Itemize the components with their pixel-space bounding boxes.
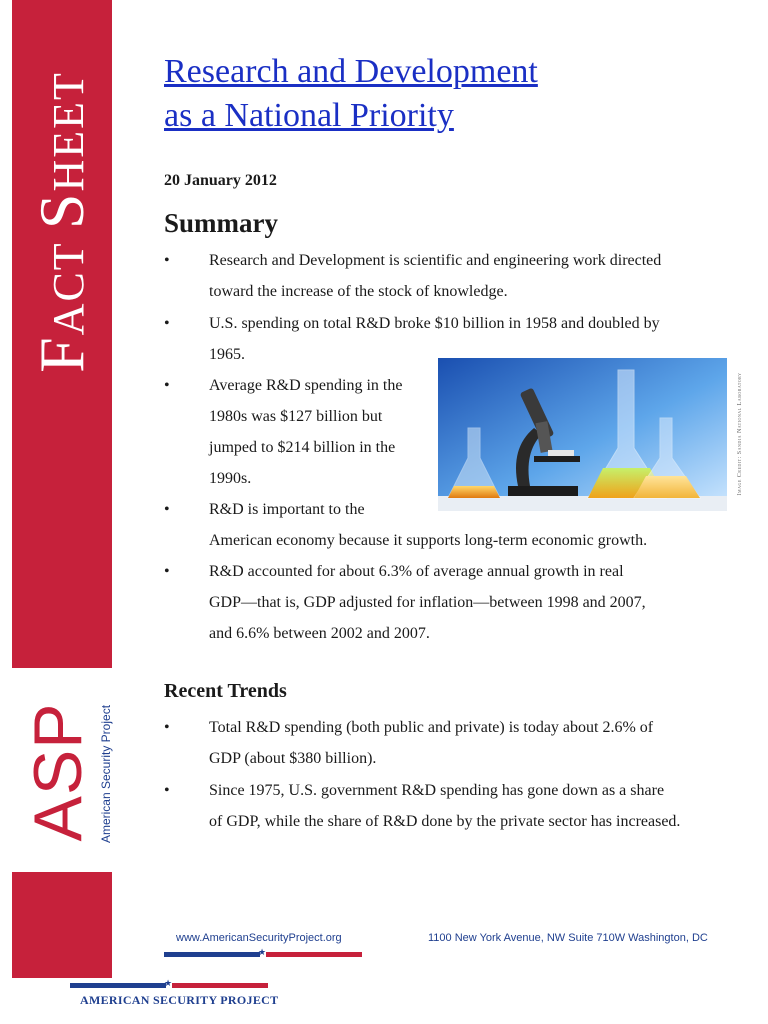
stripe-blue bbox=[70, 983, 166, 988]
trend-line: of GDP, while the share of R&D done by the private sector has increased. bbox=[209, 813, 681, 830]
summary-line: jumped to $214 billion in the bbox=[209, 439, 396, 456]
summary-line: toward the increase of the stock of knowledge. bbox=[209, 283, 508, 300]
summary-line: R&D is important to the bbox=[209, 501, 365, 518]
star-icon: ★ bbox=[258, 947, 267, 957]
stripe-blue bbox=[164, 952, 260, 957]
page-title[interactable] bbox=[164, 50, 538, 138]
summary-line: American economy because it supports long-term economic growth. bbox=[209, 532, 648, 549]
bullet-marker: • bbox=[164, 252, 170, 269]
trend-line: Since 1975, U.S. government R&D spending has gone down as a share bbox=[209, 782, 665, 799]
summary-line: Research and Development is scientific and engineering work directed bbox=[209, 252, 662, 269]
organization-name: AMERICAN SECURITY PROJECT bbox=[80, 993, 279, 1007]
summary-line: and 6.6% between 2002 and 2007. bbox=[209, 625, 430, 642]
asp-logo: ASP bbox=[20, 702, 96, 842]
publication-date: 20 January 2012 bbox=[164, 172, 277, 189]
summary-line: 1965. bbox=[209, 346, 245, 363]
bullet-marker: • bbox=[164, 782, 170, 799]
title-line-2: as a National Priority bbox=[164, 97, 454, 134]
website-link[interactable]: www.AmericanSecurityProject.org bbox=[176, 932, 342, 944]
recent-trends-heading: Recent Trends bbox=[164, 680, 287, 702]
fact-sheet-initial-f: F bbox=[26, 335, 97, 373]
summary-line: Average R&D spending in the bbox=[209, 377, 403, 394]
fact-sheet-label bbox=[25, 71, 99, 373]
sidebar-band-bottom bbox=[12, 872, 112, 978]
summary-line: U.S. spending on total R&D broke $10 billion in 1958 and doubled by bbox=[209, 315, 660, 332]
stripe-red bbox=[172, 983, 268, 988]
fact-sheet-initial-s: S bbox=[26, 191, 97, 230]
fact-sheet-text-heet: HEET bbox=[44, 71, 93, 192]
summary-line: 1980s was $127 billion but bbox=[209, 408, 383, 425]
summary-line: GDP—that is, GDP adjusted for inflation—between 1998 and 2007, bbox=[209, 594, 646, 611]
title-line-1: Research and Development bbox=[164, 53, 538, 90]
footer-stripe-lower bbox=[70, 978, 268, 988]
asp-logo-subtitle: American Security Project bbox=[99, 704, 113, 844]
fact-sheet-text-act: ACT bbox=[44, 229, 93, 336]
bullet-marker: • bbox=[164, 563, 170, 580]
summary-line: R&D accounted for about 6.3% of average annual growth in real bbox=[209, 563, 624, 580]
trend-line: GDP (about $380 billion). bbox=[209, 750, 377, 767]
summary-line: 1990s. bbox=[209, 470, 252, 487]
trend-line: Total R&D spending (both public and private) is today about 2.6% of bbox=[209, 719, 654, 736]
bullet-marker: • bbox=[164, 501, 170, 518]
bullet-marker: • bbox=[164, 315, 170, 332]
footer-stripe bbox=[164, 947, 362, 957]
summary-heading: Summary bbox=[164, 208, 278, 238]
office-address: 1100 New York Avenue, NW Suite 710W Washington, DC bbox=[428, 932, 708, 944]
bullet-marker: • bbox=[164, 377, 170, 394]
bullet-marker: • bbox=[164, 719, 170, 736]
image-credit: Image Credit: Sandia National Laboratory bbox=[737, 372, 743, 496]
stripe-red bbox=[266, 952, 362, 957]
star-icon: ★ bbox=[164, 978, 173, 988]
lab-equipment-image bbox=[438, 358, 727, 511]
